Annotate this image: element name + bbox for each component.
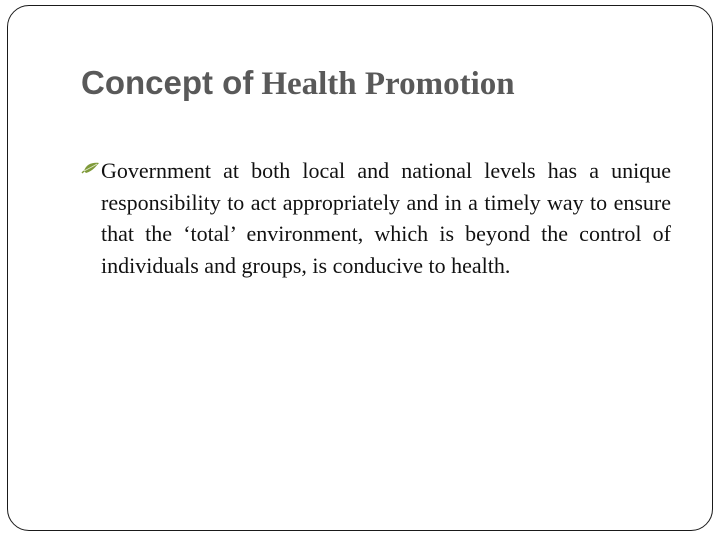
slide-frame bbox=[7, 5, 713, 531]
leaf-bullet-icon bbox=[81, 159, 101, 179]
slide-title bbox=[81, 66, 515, 101]
title-part-health-promotion: Health Promotion bbox=[261, 66, 515, 102]
bullet-item bbox=[81, 155, 671, 281]
title-part-concept: Concept of bbox=[81, 64, 254, 101]
bullet-text: Government at both local and national levels has a unique responsibility to act appropriately and in a timely way to ensure that the ‘total’ environment, which is beyond the control of individuals and groups, is conducive to health. bbox=[101, 158, 671, 278]
